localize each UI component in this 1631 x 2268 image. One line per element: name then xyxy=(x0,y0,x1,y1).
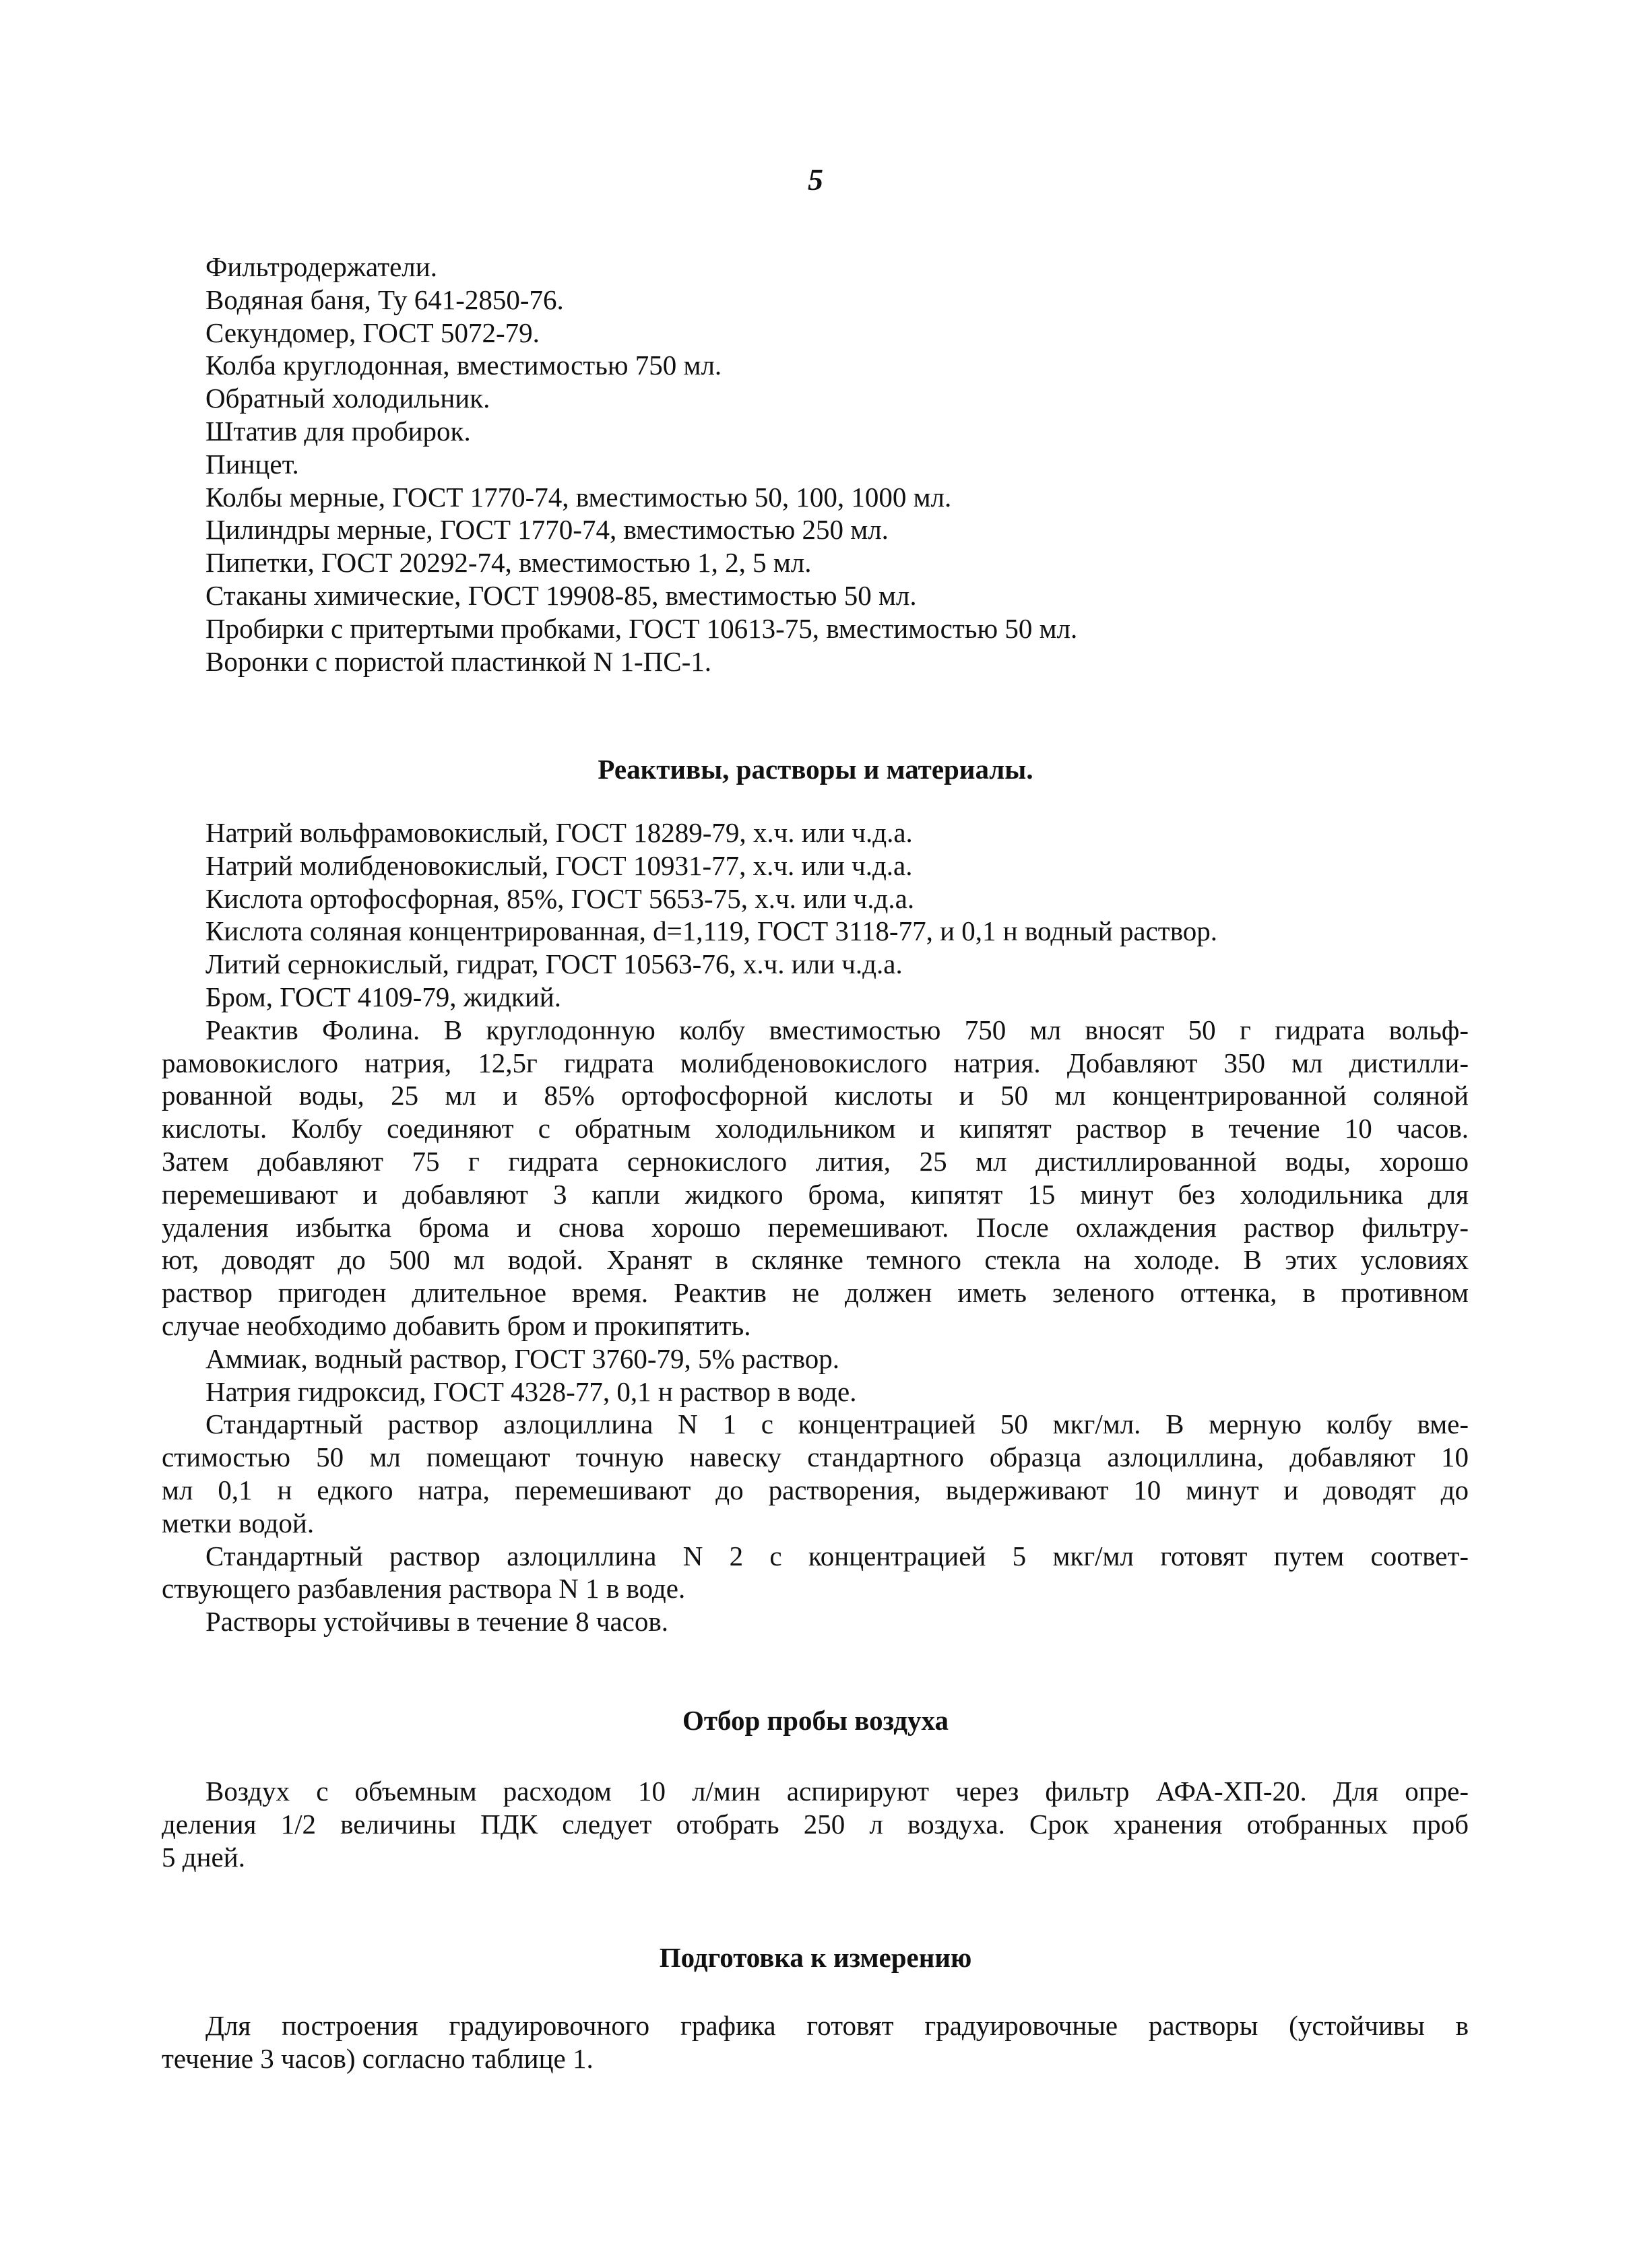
equipment-item: Фильтродержатели. xyxy=(205,251,437,282)
paragraph-line: 5 дней. xyxy=(162,1841,245,1873)
equipment-item: Цилиндры мерные, ГОСТ 1770-74, вместимостью 250 мл. xyxy=(205,514,889,546)
equipment-item: Пипетки, ГОСТ 20292-74, вместимостью 1, 2, 5 мл. xyxy=(205,547,812,579)
paragraph-line: раствор пригоден длительное время. Реактив не должен иметь зеленого оттенка, в противном xyxy=(162,1277,1469,1309)
equipment-item: Секундомер, ГОСТ 5072-79. xyxy=(205,317,540,348)
equipment-item: Пробирки с притертыми пробками, ГОСТ 10613-75, вместимостью 50 мл. xyxy=(205,612,1078,644)
paragraph-line: деления 1/2 величины ПДК следует отобрать 250 л воздуха. Срок хранения отобранных проб xyxy=(162,1808,1469,1840)
reagent-item: Бром, ГОСТ 4109-79, жидкий. xyxy=(205,981,561,1012)
paragraph-line: удаления избытка брома и снова хорошо перемешивают. После охлаждения раствор фильтру- xyxy=(162,1211,1469,1243)
sampling-heading: Отбор пробы воздуха xyxy=(682,1705,949,1736)
reagent-item: Натрий молибденовокислый, ГОСТ 10931-77, х.ч. или ч.д.а. xyxy=(205,849,913,881)
paragraph-line: стимостью 50 мл помещают точную навеску стандартного образца азлоциллина, добавляют 10 xyxy=(162,1441,1469,1473)
reagent-item: Натрий вольфрамовокислый, ГОСТ 18289-79, х.ч. или ч.д.а. xyxy=(205,817,913,848)
preparation-heading: Подготовка к измерению xyxy=(659,1942,972,1973)
reagent-item: Натрия гидроксид, ГОСТ 4328-77, 0,1 н раствор в воде. xyxy=(205,1375,857,1407)
paragraph-line: Реактив Фолина. В круглодонную колбу вместимостью 750 мл вносят 50 г гидрата вольф- xyxy=(205,1014,1469,1045)
paragraph-line: Стандартный раствор азлоциллина N 2 с концентрацией 5 мкг/мл готовят путем соответ- xyxy=(205,1540,1469,1572)
reagents-list xyxy=(162,816,1469,1638)
equipment-item: Колба круглодонная, вместимостью 750 мл. xyxy=(205,350,722,381)
reagent-item: Кислота ортофосфорная, 85%, ГОСТ 5653-75, х.ч. или ч.д.а. xyxy=(205,882,915,914)
reagent-item: Аммиак, водный раствор, ГОСТ 3760-79, 5% раствор. xyxy=(205,1342,840,1374)
reagent-item: Литий сернокислый, гидрат, ГОСТ 10563-76, х.ч. или ч.д.а. xyxy=(205,948,903,980)
paragraph-line: случае необходимо добавить бром и прокипятить. xyxy=(162,1309,751,1341)
equipment-list xyxy=(205,251,1512,678)
equipment-item: Штатив для пробирок. xyxy=(205,415,471,447)
page-number: 5 xyxy=(808,162,823,197)
paragraph-line: ствующего разбавления раствора N 1 в воде. xyxy=(162,1573,686,1605)
paragraph-line: Затем добавляют 75 г гидрата сернокислого лития, 25 мл дистиллированной воды, хорошо xyxy=(162,1145,1469,1177)
preparation-paragraph xyxy=(162,2009,1469,2075)
equipment-item: Пинцет. xyxy=(205,448,299,480)
reagents-heading: Реактивы, растворы и материалы. xyxy=(598,754,1033,785)
paragraph-line: перемешивают и добавляют 3 капли жидкого брома, кипятят 15 минут без холодильника для xyxy=(162,1178,1469,1210)
equipment-item: Водяная баня, Ту 641-2850-76. xyxy=(205,284,564,315)
equipment-item: Обратный холодильник. xyxy=(205,383,490,414)
paragraph-line: рамовокислого натрия, 12,5г гидрата молибденовокислого натрия. Добавляют 350 мл дистилли- xyxy=(162,1047,1469,1078)
standard-solution-1-paragraph xyxy=(162,1408,1469,1539)
paragraph-line: мл 0,1 н едкого натра, перемешивают до растворения, выдерживают 10 минут и доводят до xyxy=(162,1474,1469,1505)
standard-solution-2-paragraph xyxy=(162,1540,1469,1606)
paragraph-line: Для построения градуировочного графика готовят градуировочные растворы (устойчивы в xyxy=(205,2010,1469,2041)
paragraph-line: кислоты. Колбу соединяют с обратным холодильником и кипятят раствор в течение 10 часов. xyxy=(162,1113,1469,1144)
sampling-paragraph xyxy=(162,1775,1469,1873)
folin-reagent-paragraph xyxy=(162,1014,1469,1342)
paragraph-line: рованной воды, 25 мл и 85% ортофосфорной кислоты и 50 мл концентрированной соляной xyxy=(162,1080,1469,1111)
stability-note: Растворы устойчивы в течение 8 часов. xyxy=(205,1606,668,1638)
paragraph-line: метки водой. xyxy=(162,1507,315,1538)
equipment-item: Стаканы химические, ГОСТ 19908-85, вместимостью 50 мл. xyxy=(205,579,917,611)
paragraph-line: ют, доводят до 500 мл водой. Хранят в склянке темного стекла на холоде. В этих условиях xyxy=(162,1244,1469,1276)
equipment-item: Колбы мерные, ГОСТ 1770-74, вместимостью 50, 100, 1000 мл. xyxy=(205,481,952,513)
reagent-item: Кислота соляная концентрированная, d=1,119, ГОСТ 3118-77, и 0,1 н водный раствор. xyxy=(205,915,1218,947)
paragraph-line: Стандартный раствор азлоциллина N 1 с концентрацией 50 мкг/мл. В мерную колбу вме- xyxy=(205,1408,1469,1440)
paragraph-line: Воздух с объемным расходом 10 л/мин аспирируют через фильтр АФА-ХП-20. Для опре- xyxy=(205,1776,1469,1807)
paragraph-line: течение 3 часов) согласно таблице 1. xyxy=(162,2042,594,2074)
equipment-item: Воронки с пористой пластинкой N 1-ПС-1. xyxy=(205,645,711,677)
